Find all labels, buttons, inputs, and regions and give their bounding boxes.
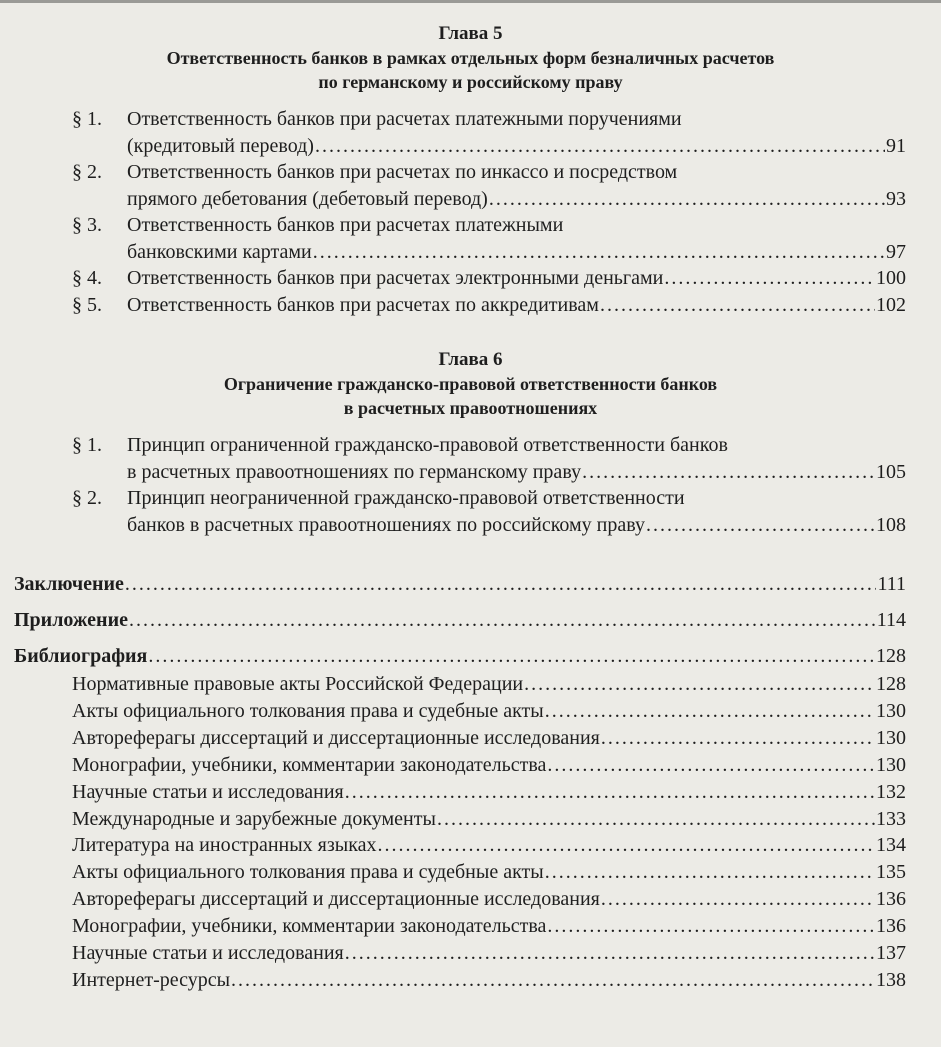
dot-leader bbox=[313, 239, 885, 266]
toc-subentry[interactable] bbox=[72, 886, 906, 913]
dot-leader bbox=[437, 806, 875, 833]
dot-leader bbox=[545, 859, 875, 886]
section-number: § 2. bbox=[72, 487, 102, 509]
page-number: 128 bbox=[876, 645, 906, 667]
toc-subentry[interactable] bbox=[72, 940, 906, 967]
chapter-5 bbox=[0, 22, 941, 318]
chapter-title-line: Ограничение гражданско-правовой ответственности банков bbox=[223, 374, 718, 394]
toc-entry[interactable] bbox=[72, 432, 906, 485]
page-number: 128 bbox=[876, 673, 906, 695]
page-number: 130 bbox=[876, 726, 906, 749]
dot-leader bbox=[547, 752, 875, 779]
toc-subentry[interactable] bbox=[72, 752, 906, 779]
page-number: 130 bbox=[876, 699, 906, 722]
page-number: 132 bbox=[876, 780, 906, 803]
section-list bbox=[0, 432, 941, 538]
section-number: § 3. bbox=[72, 214, 102, 236]
toc-subentry[interactable] bbox=[72, 859, 906, 886]
entry-title: Научные статьи и исследования bbox=[72, 942, 344, 965]
page-number: 136 bbox=[876, 888, 906, 911]
dot-leader bbox=[315, 133, 885, 160]
page-number: 133 bbox=[876, 807, 906, 830]
entry-title: Международные и зарубежные документы bbox=[72, 807, 436, 830]
toc-subentry[interactable] bbox=[72, 779, 906, 806]
entry-title: Акты официального толкования права и судебные акты bbox=[72, 699, 544, 722]
dot-leader bbox=[148, 643, 875, 669]
chapter-title-line: Ответственность банков в рамках отдельных форм безналичных расчетов bbox=[166, 48, 775, 68]
page-number: 108 bbox=[876, 513, 906, 536]
back-matter bbox=[0, 571, 941, 994]
dot-leader bbox=[231, 967, 875, 994]
toc-entry-appendix[interactable] bbox=[14, 607, 906, 633]
entry-title: Интернет-ресурсы bbox=[72, 968, 231, 991]
entry-title: Акты официального толкования права и судебные акты bbox=[72, 861, 544, 884]
toc-subentry[interactable] bbox=[72, 832, 906, 859]
toc-subentry[interactable] bbox=[72, 913, 906, 940]
entry-title: Заключение bbox=[14, 573, 124, 595]
dot-leader bbox=[646, 512, 875, 539]
entry-title: Научные статьи и исследования bbox=[72, 780, 344, 803]
entry-title-line: прямого дебетования (дебетовый перевод) bbox=[127, 187, 488, 210]
entry-title-line: Ответственность банков при расчетах платежными bbox=[127, 214, 564, 236]
toc-entry[interactable] bbox=[72, 159, 906, 212]
dot-leader bbox=[547, 913, 875, 940]
toc-entry[interactable] bbox=[72, 292, 906, 319]
entry-title: Монографии, учебники, комментарии законодательства bbox=[72, 753, 547, 776]
entry-title-line: банковскими картами bbox=[127, 240, 312, 263]
toc-subentry[interactable] bbox=[72, 725, 906, 752]
chapter-number: Глава 6 bbox=[438, 349, 503, 370]
page-number: 138 bbox=[876, 968, 906, 991]
page-number: 130 bbox=[876, 753, 906, 776]
page-number: 97 bbox=[886, 240, 906, 263]
entry-title-line: Ответственность банков при расчетах по инкассо и посредством bbox=[127, 161, 678, 183]
chapter-title-line: по германскому и российскому праву bbox=[318, 72, 623, 92]
toc-subentry[interactable] bbox=[72, 806, 906, 833]
page-number: 136 bbox=[876, 915, 906, 938]
page-number: 100 bbox=[876, 267, 906, 289]
toc-subentry[interactable] bbox=[72, 967, 906, 994]
toc-entry-bibliography[interactable] bbox=[14, 643, 906, 669]
page-number: 134 bbox=[876, 834, 906, 857]
dot-leader bbox=[345, 779, 875, 806]
entry-title: Библиография bbox=[14, 645, 148, 667]
chapter-6 bbox=[0, 348, 941, 538]
entry-title: Автореферагы диссертаций и диссертационные исследования bbox=[72, 888, 600, 911]
entry-title-line: (кредитовый перевод) bbox=[127, 134, 314, 157]
page-number: 137 bbox=[876, 942, 906, 965]
dot-leader bbox=[378, 832, 876, 859]
entry-title: Монографии, учебники, комментарии законодательства bbox=[72, 915, 547, 938]
section-number: § 4. bbox=[72, 267, 102, 289]
chapter-number: Глава 5 bbox=[438, 23, 503, 44]
page-number: 102 bbox=[876, 293, 906, 316]
section-number: § 1. bbox=[72, 108, 102, 130]
section-number: § 1. bbox=[72, 434, 102, 456]
entry-title: Нормативные правовые акты Российской Федерации bbox=[72, 673, 524, 695]
page-number: 93 bbox=[886, 187, 906, 210]
entry-title: Литература на иностранных языках bbox=[72, 834, 377, 857]
entry-title-line: Ответственность банков при расчетах по аккредитивам bbox=[127, 293, 599, 316]
toc-entry[interactable] bbox=[72, 265, 906, 292]
section-number: § 5. bbox=[72, 293, 102, 316]
page-number: 135 bbox=[876, 861, 906, 884]
dot-leader bbox=[524, 671, 875, 698]
page-number: 91 bbox=[886, 134, 906, 157]
section-list bbox=[0, 106, 941, 318]
toc-entry[interactable] bbox=[72, 485, 906, 538]
toc-subentry[interactable] bbox=[72, 671, 906, 698]
entry-title-line: Ответственность банков при расчетах платежными поручениями bbox=[127, 108, 682, 130]
toc-subentry[interactable] bbox=[72, 698, 906, 725]
dot-leader bbox=[600, 292, 875, 319]
dot-leader bbox=[601, 886, 875, 913]
section-number: § 2. bbox=[72, 161, 102, 183]
entry-title-line: Принцип неограниченной гражданско-правовой ответственности bbox=[127, 487, 685, 509]
dot-leader bbox=[601, 725, 875, 752]
page-number: 111 bbox=[877, 573, 906, 595]
bibliography-subentries bbox=[0, 671, 941, 994]
page-number: 105 bbox=[876, 460, 906, 483]
entry-title-line: банков в расчетных правоотношениях по российскому праву bbox=[127, 513, 646, 536]
dot-leader bbox=[664, 265, 875, 292]
entry-title-line: в расчетных правоотношениях по германскому праву bbox=[127, 460, 582, 483]
dot-leader bbox=[345, 940, 875, 967]
toc-entry-conclusion[interactable] bbox=[14, 571, 906, 597]
entry-title: Автореферагы диссертаций и диссертационные исследования bbox=[72, 726, 600, 749]
page-number: 114 bbox=[876, 609, 906, 631]
dot-leader bbox=[582, 459, 875, 486]
dot-leader bbox=[125, 571, 877, 597]
toc-entry[interactable] bbox=[72, 212, 906, 265]
dot-leader bbox=[545, 698, 875, 725]
dot-leader bbox=[489, 186, 885, 213]
chapter-title-line: в расчетных правоотношениях bbox=[343, 398, 598, 418]
entry-title-line: Принцип ограниченной гражданско-правовой ответственности банков bbox=[127, 434, 728, 456]
dot-leader bbox=[129, 607, 876, 633]
entry-title-line: Ответственность банков при расчетах электронными деньгами bbox=[127, 267, 664, 289]
entry-title: Приложение bbox=[14, 609, 128, 631]
toc-entry[interactable] bbox=[72, 106, 906, 159]
